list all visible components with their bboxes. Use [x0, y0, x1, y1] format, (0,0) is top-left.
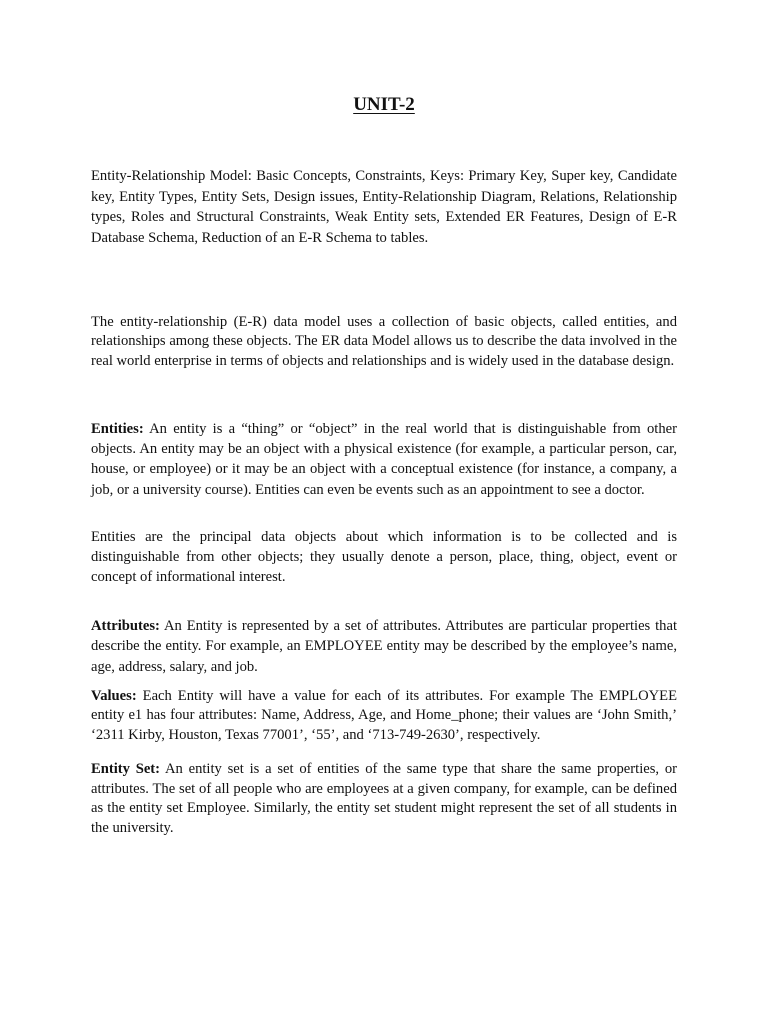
entity-set-paragraph [91, 760, 677, 838]
unit-title: UNIT-2 [353, 94, 415, 115]
attributes-paragraph [91, 616, 677, 677]
topics-paragraph: Entity-Relationship Model: Basic Concepts, Constraints, Keys: Primary Key, Super key, Candidate key, Entity Types, Entity Sets, Design issues, Entity-Relationship Diagram, Relations, Relationship types, Roles and Structural Constraints, Weak Entity sets, Extended ER Features, Design of E-R Database Schema, Reduction of an E-R Schema to tables. [91, 168, 677, 246]
values-paragraph [91, 687, 677, 745]
values-text: Each Entity will have a value for each of its attributes. For example The EMPLOYEE entity e1 has four attributes: Name, Address, Age, and Home_phone; their values are ‘John Smith,’ ‘2311 Kirby, Houston, Texas 77001’, ‘55’, and ‘713-749-2630’, respectively. [91, 688, 677, 743]
intro-paragraph: The entity-relationship (E-R) data model uses a collection of basic objects, called entities, and relationships among these objects. The ER data Model allows us to describe the data involved in the real world enterprise in terms of objects and relationships and is widely used in the database design. [91, 314, 677, 369]
attributes-text: An Entity is represented by a set of attributes. Attributes are particular properties that describe the entity. For example, an EMPLOYEE entity may be described by the employee’s name, age, address, salary, and job. [91, 618, 677, 675]
entities-heading: Entities: [91, 421, 144, 437]
entity-set-text: An entity set is a set of entities of the same type that share the same properties, or attributes. The set of all people who are employees at a given company, for example, can be defined as the entity set Employee. Similarly, the entity set student might represent the set of all students in the university. [91, 761, 677, 836]
attributes-heading: Attributes: [91, 618, 160, 634]
entities-text: An entity is a “thing” or “object” in the real world that is distinguishable from other objects. An entity may be an object with a physical existence (for example, a particular person, car, house, or employee) or it may be an object with a conceptual existence (for instance, a company, a job, or a university course). Entities can even be events such as an appointment to see a doctor. [91, 421, 677, 498]
entities-description-paragraph: Entities are the principal data objects about which information is to be collected and is distinguishable from other objects; they usually denote a person, place, thing, object, event or concept of informational interest. [91, 529, 677, 585]
values-heading: Values: [91, 688, 137, 704]
entity-set-heading: Entity Set: [91, 761, 161, 777]
entities-paragraph [91, 419, 677, 500]
